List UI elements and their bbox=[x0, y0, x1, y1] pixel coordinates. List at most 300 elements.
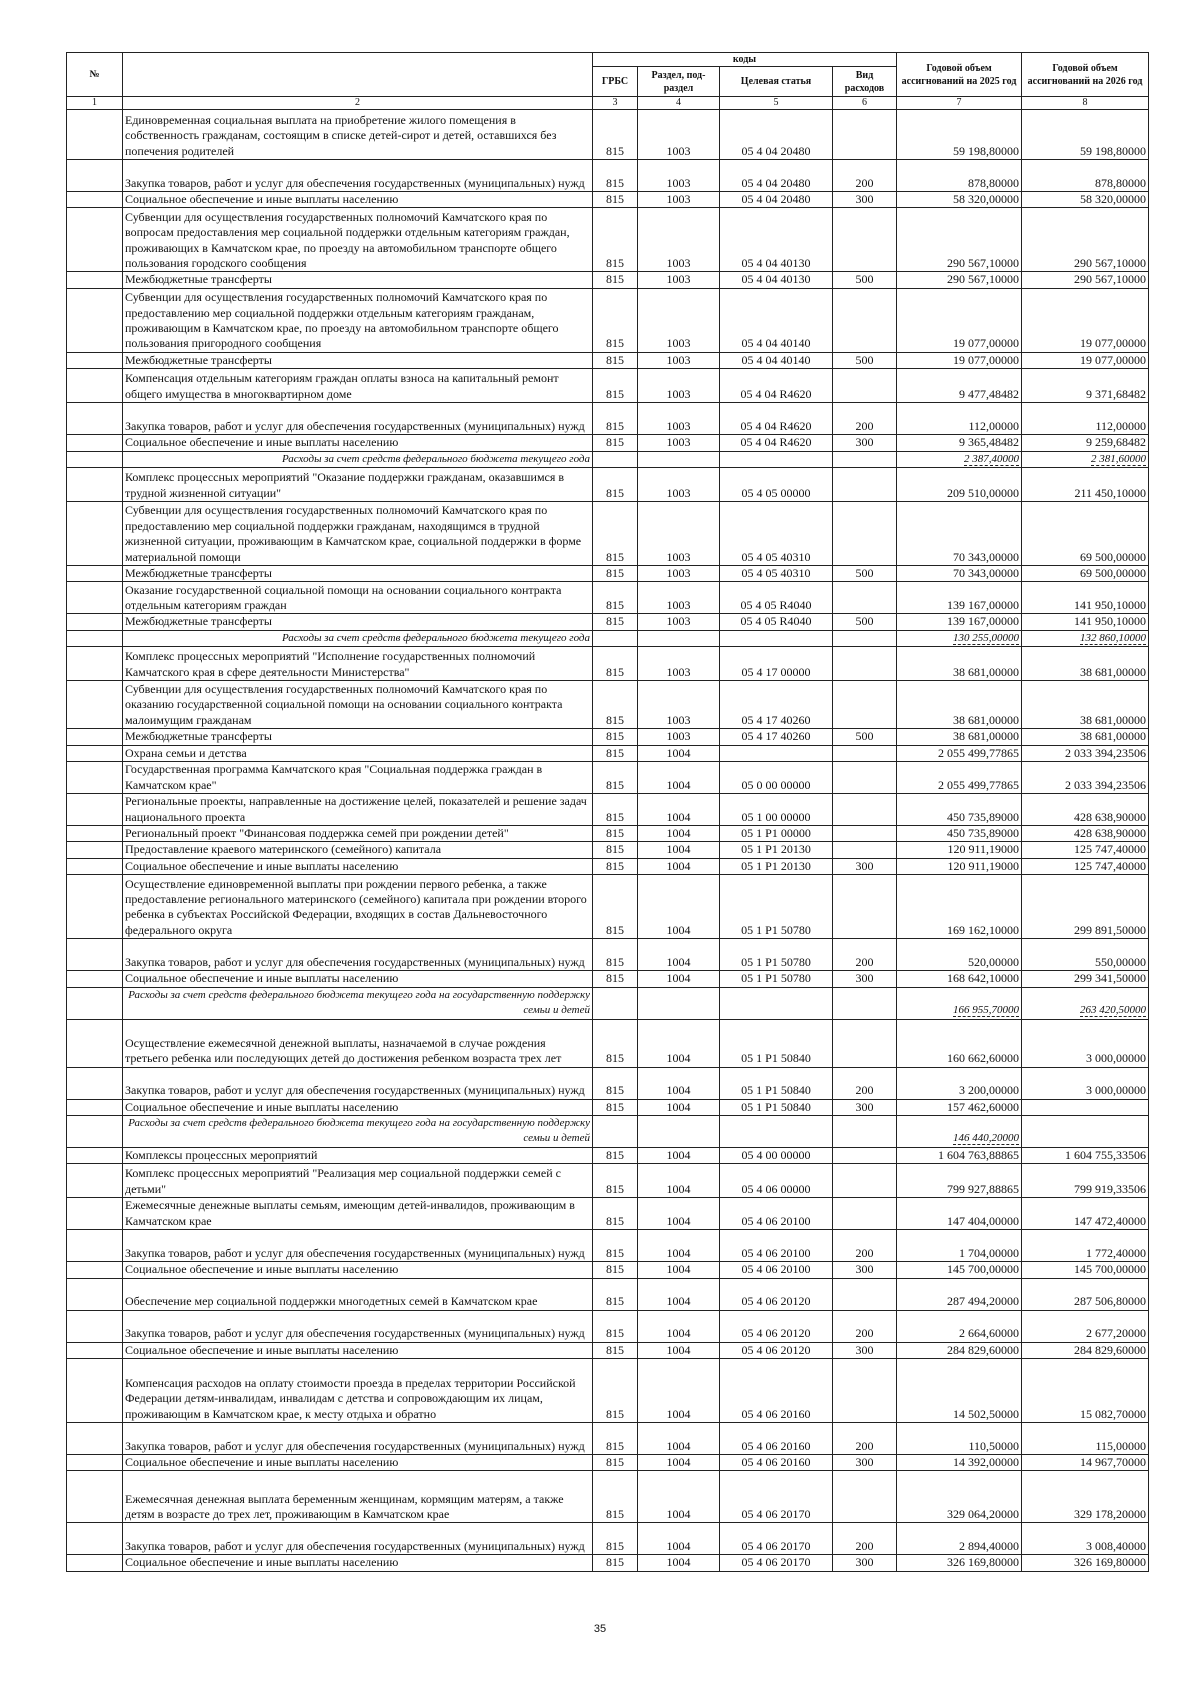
amount-2025-cell: 9 477,48482 bbox=[897, 369, 1022, 403]
table-row bbox=[67, 1164, 1149, 1198]
target-article-cell: 05 1 P1 00000 bbox=[720, 826, 833, 842]
razdel-cell: 1004 bbox=[638, 1422, 720, 1454]
expense-type-cell bbox=[833, 110, 897, 160]
amount-2025-cell: 70 343,00000 bbox=[897, 502, 1022, 566]
row-name-cell: Региональный проект "Финансовая поддержка семей при рождении детей" bbox=[123, 826, 593, 842]
federal-budget-row bbox=[67, 987, 1149, 1019]
row-name-cell: Субвенции для осуществления государственных полномочий Камчатского края по оказанию государственной социальной помощи на основании социального контракта малоимущим гражданам bbox=[123, 681, 593, 729]
table-row bbox=[67, 1454, 1149, 1470]
target-article-cell: 05 1 P1 50780 bbox=[720, 875, 833, 939]
expense-type-cell: 300 bbox=[833, 192, 897, 208]
row-name-cell: Обеспечение мер социальной поддержки многодетных семей в Камчатском крае bbox=[123, 1278, 593, 1310]
expense-type-cell bbox=[833, 681, 897, 729]
federal-amount: 166 955,70000 bbox=[953, 1004, 1020, 1017]
amount-2025-cell: 290 567,10000 bbox=[897, 208, 1022, 272]
grbs-cell: 815 bbox=[593, 582, 638, 614]
amount-2025-cell: 284 829,60000 bbox=[897, 1342, 1022, 1358]
row-number-cell bbox=[67, 1310, 123, 1342]
razdel-cell: 1004 bbox=[638, 1523, 720, 1555]
amount-2026-cell bbox=[1022, 630, 1149, 646]
table-row bbox=[67, 1471, 1149, 1523]
amount-2025-cell: 70 343,00000 bbox=[897, 566, 1022, 582]
federal-amount: 2 381,60000 bbox=[1091, 452, 1147, 465]
colnum-3: 3 bbox=[593, 97, 638, 110]
target-article-cell: 05 4 06 20170 bbox=[720, 1523, 833, 1555]
row-name-cell: Межбюджетные трансферты bbox=[123, 352, 593, 368]
page-number: 35 bbox=[593, 1623, 607, 1635]
target-article-cell: 05 4 17 40260 bbox=[720, 729, 833, 745]
expense-type-cell: 300 bbox=[833, 1262, 897, 1278]
amount-2025-cell: 139 167,00000 bbox=[897, 614, 1022, 630]
colnum-7: 7 bbox=[897, 97, 1022, 110]
row-number-cell bbox=[67, 1555, 123, 1571]
grbs-cell: 815 bbox=[593, 1471, 638, 1523]
row-name-cell: Социальное обеспечение и иные выплаты населению bbox=[123, 1262, 593, 1278]
grbs-cell: 815 bbox=[593, 1198, 638, 1230]
amount-2026-cell bbox=[1022, 1099, 1149, 1115]
table-row bbox=[67, 1230, 1149, 1262]
expense-type-cell bbox=[833, 1278, 897, 1310]
row-number-cell bbox=[67, 987, 123, 1019]
table-row bbox=[67, 1067, 1149, 1099]
razdel-cell: 1003 bbox=[638, 566, 720, 582]
row-number-cell bbox=[67, 435, 123, 451]
row-name-cell: Социальное обеспечение и иные выплаты населению bbox=[123, 192, 593, 208]
expense-type-cell: 500 bbox=[833, 352, 897, 368]
row-number-cell bbox=[67, 1523, 123, 1555]
row-number-cell bbox=[67, 875, 123, 939]
razdel-cell: 1003 bbox=[638, 288, 720, 352]
row-number-cell bbox=[67, 729, 123, 745]
amount-2025-cell: 147 404,00000 bbox=[897, 1198, 1022, 1230]
row-number-cell bbox=[67, 369, 123, 403]
target-article-cell: 05 1 P1 20130 bbox=[720, 858, 833, 874]
row-number-cell bbox=[67, 1099, 123, 1115]
amount-2026-cell: 290 567,10000 bbox=[1022, 272, 1149, 288]
table-row bbox=[67, 288, 1149, 352]
row-name-cell: Субвенции для осуществления государственных полномочий Камчатского края по предоставлению мер социальной поддержки отдельным категориям гражданам, проживающим в Камчатском крае, по проезду на автомобильном транспорте общего пользования пригородного сообщения bbox=[123, 288, 593, 352]
amount-2026-cell: 15 082,70000 bbox=[1022, 1358, 1149, 1422]
target-article-cell: 05 1 P1 50780 bbox=[720, 939, 833, 971]
amount-2026-cell bbox=[1022, 451, 1149, 467]
target-article-cell: 05 4 06 20100 bbox=[720, 1198, 833, 1230]
target-article-cell: 05 4 04 20480 bbox=[720, 160, 833, 192]
table-row bbox=[67, 272, 1149, 288]
expense-type-cell: 300 bbox=[833, 858, 897, 874]
amount-2025-cell: 38 681,00000 bbox=[897, 729, 1022, 745]
row-name-cell: Социальное обеспечение и иные выплаты населению bbox=[123, 1555, 593, 1571]
header-razdel: Раздел, под-раздел bbox=[638, 67, 720, 97]
header-name bbox=[123, 53, 593, 97]
table-row bbox=[67, 1310, 1149, 1342]
header-no: № bbox=[67, 53, 123, 97]
row-number-cell bbox=[67, 208, 123, 272]
expense-type-cell: 300 bbox=[833, 971, 897, 987]
razdel-cell: 1003 bbox=[638, 435, 720, 451]
grbs-cell bbox=[593, 1115, 638, 1147]
expense-type-cell: 200 bbox=[833, 403, 897, 435]
expense-type-cell bbox=[833, 369, 897, 403]
expense-type-cell bbox=[833, 288, 897, 352]
row-number-cell bbox=[67, 1067, 123, 1099]
grbs-cell: 815 bbox=[593, 842, 638, 858]
amount-2026-cell: 125 747,40000 bbox=[1022, 842, 1149, 858]
amount-2026-cell: 211 450,10000 bbox=[1022, 468, 1149, 502]
amount-2026-cell: 9 371,68482 bbox=[1022, 369, 1149, 403]
amount-2025-cell: 59 198,80000 bbox=[897, 110, 1022, 160]
expense-type-cell bbox=[833, 1471, 897, 1523]
amount-2025-cell: 799 927,88865 bbox=[897, 1164, 1022, 1198]
row-name-cell: Единовременная социальная выплата на приобретение жилого помещения в собственность гражданам, состоящим в списке детей-сирот и детей, оставшихся без попечения родителей bbox=[123, 110, 593, 160]
table-row bbox=[67, 614, 1149, 630]
amount-2025-cell: 2 055 499,77865 bbox=[897, 762, 1022, 794]
razdel-cell: 1004 bbox=[638, 842, 720, 858]
row-number-cell bbox=[67, 1019, 123, 1067]
amount-2026-cell: 329 178,20000 bbox=[1022, 1471, 1149, 1523]
amount-2025-cell: 38 681,00000 bbox=[897, 647, 1022, 681]
amount-2026-cell: 3 000,00000 bbox=[1022, 1067, 1149, 1099]
razdel-cell: 1004 bbox=[638, 1164, 720, 1198]
expense-type-cell bbox=[833, 745, 897, 761]
table-row bbox=[67, 582, 1149, 614]
razdel-cell: 1004 bbox=[638, 1278, 720, 1310]
row-name-cell: Охрана семьи и детства bbox=[123, 745, 593, 761]
amount-2026-cell: 326 169,80000 bbox=[1022, 1555, 1149, 1571]
expense-type-cell: 200 bbox=[833, 1422, 897, 1454]
amount-2026-cell: 428 638,90000 bbox=[1022, 826, 1149, 842]
razdel-cell: 1003 bbox=[638, 729, 720, 745]
grbs-cell bbox=[593, 987, 638, 1019]
amount-2025-cell: 3 200,00000 bbox=[897, 1067, 1022, 1099]
row-name-cell: Закупка товаров, работ и услуг для обеспечения государственных (муниципальных) нужд bbox=[123, 1067, 593, 1099]
razdel-cell: 1003 bbox=[638, 110, 720, 160]
table-row bbox=[67, 858, 1149, 874]
amount-2026-cell: 38 681,00000 bbox=[1022, 729, 1149, 745]
row-name-cell: Расходы за счет средств федерального бюджета текущего года bbox=[123, 451, 593, 467]
row-name-cell: Субвенции для осуществления государственных полномочий Камчатского края по вопросам предоставления мер социальной поддержки отдельным категориям граждан, проживающих в Камчатском крае, по проезду на автомобильном транспорте общего пользования городского сообщения bbox=[123, 208, 593, 272]
target-article-cell: 05 4 04 R4620 bbox=[720, 403, 833, 435]
row-number-cell bbox=[67, 288, 123, 352]
amount-2026-cell: 112,00000 bbox=[1022, 403, 1149, 435]
expense-type-cell: 200 bbox=[833, 939, 897, 971]
row-number-cell bbox=[67, 451, 123, 467]
amount-2026-cell: 19 077,00000 bbox=[1022, 288, 1149, 352]
table-row bbox=[67, 745, 1149, 761]
razdel-cell: 1003 bbox=[638, 582, 720, 614]
grbs-cell: 815 bbox=[593, 762, 638, 794]
table-row bbox=[67, 566, 1149, 582]
amount-2025-cell: 1 604 763,88865 bbox=[897, 1147, 1022, 1163]
row-name-cell: Государственная программа Камчатского края "Социальная поддержка граждан в Камчатском крае" bbox=[123, 762, 593, 794]
expense-type-cell bbox=[833, 875, 897, 939]
target-article-cell: 05 4 04 40130 bbox=[720, 208, 833, 272]
target-article-cell: 05 4 06 20100 bbox=[720, 1230, 833, 1262]
budget-table bbox=[66, 52, 1149, 1572]
target-article-cell: 05 4 05 00000 bbox=[720, 468, 833, 502]
row-name-cell: Закупка товаров, работ и услуг для обеспечения государственных (муниципальных) нужд bbox=[123, 160, 593, 192]
row-name-cell: Закупка товаров, работ и услуг для обеспечения государственных (муниципальных) нужд bbox=[123, 939, 593, 971]
razdel-cell: 1004 bbox=[638, 1099, 720, 1115]
row-name-cell: Комплекс процессных мероприятий "Оказание поддержки гражданам, оказавшимся в трудной жизненной ситуации" bbox=[123, 468, 593, 502]
target-article-cell: 05 4 06 20160 bbox=[720, 1454, 833, 1470]
grbs-cell: 815 bbox=[593, 1358, 638, 1422]
federal-budget-row bbox=[67, 1115, 1149, 1147]
razdel-cell: 1004 bbox=[638, 875, 720, 939]
amount-2026-cell: 9 259,68482 bbox=[1022, 435, 1149, 451]
target-article-cell: 05 4 04 R4620 bbox=[720, 435, 833, 451]
expense-type-cell: 300 bbox=[833, 1342, 897, 1358]
amount-2026-cell bbox=[1022, 987, 1149, 1019]
row-name-cell: Осуществление единовременной выплаты при рождении первого ребенка, а также предоставление регионального материнского (семейного) капитала при рождении второго ребенка в субъектах Российской Федерации, входящих в состав Дальневосточного федерального округа bbox=[123, 875, 593, 939]
row-name-cell: Закупка товаров, работ и услуг для обеспечения государственных (муниципальных) нужд bbox=[123, 1230, 593, 1262]
razdel-cell: 1003 bbox=[638, 681, 720, 729]
row-name-cell: Социальное обеспечение и иные выплаты населению bbox=[123, 971, 593, 987]
razdel-cell: 1004 bbox=[638, 1342, 720, 1358]
amount-2026-cell: 69 500,00000 bbox=[1022, 566, 1149, 582]
amount-2026-cell bbox=[1022, 1115, 1149, 1147]
amount-2025-cell: 139 167,00000 bbox=[897, 582, 1022, 614]
target-article-cell: 05 4 06 20120 bbox=[720, 1278, 833, 1310]
amount-2025-cell: 14 392,00000 bbox=[897, 1454, 1022, 1470]
grbs-cell: 815 bbox=[593, 826, 638, 842]
row-name-cell: Региональные проекты, направленные на достижение целей, показателей и решение задач национального проекта bbox=[123, 794, 593, 826]
amount-2026-cell: 1 772,40000 bbox=[1022, 1230, 1149, 1262]
amount-2025-cell: 2 055 499,77865 bbox=[897, 745, 1022, 761]
row-number-cell bbox=[67, 1262, 123, 1278]
colnum-2: 2 bbox=[123, 97, 593, 110]
expense-type-cell bbox=[833, 1164, 897, 1198]
amount-2025-cell: 112,00000 bbox=[897, 403, 1022, 435]
row-number-cell bbox=[67, 1454, 123, 1470]
table-row bbox=[67, 1358, 1149, 1422]
grbs-cell: 815 bbox=[593, 794, 638, 826]
row-number-cell bbox=[67, 1115, 123, 1147]
grbs-cell: 815 bbox=[593, 403, 638, 435]
table-row bbox=[67, 1262, 1149, 1278]
table-row bbox=[67, 208, 1149, 272]
amount-2026-cell: 1 604 755,33506 bbox=[1022, 1147, 1149, 1163]
table-body bbox=[67, 110, 1149, 1572]
amount-2026-cell: 58 320,00000 bbox=[1022, 192, 1149, 208]
row-name-cell: Комплекс процессных мероприятий "Реализация мер социальной поддержки семей с детьми" bbox=[123, 1164, 593, 1198]
table-row bbox=[67, 192, 1149, 208]
amount-2026-cell: 14 967,70000 bbox=[1022, 1454, 1149, 1470]
federal-amount: 2 387,40000 bbox=[964, 452, 1020, 465]
amount-2026-cell: 299 891,50000 bbox=[1022, 875, 1149, 939]
row-name-cell: Оказание государственной социальной помощи на основании социального контракта отдельным категориям граждан bbox=[123, 582, 593, 614]
expense-type-cell bbox=[833, 987, 897, 1019]
expense-type-cell bbox=[833, 826, 897, 842]
row-name-cell: Расходы за счет средств федерального бюджета текущего года на государственную поддержку семьи и детей bbox=[123, 987, 593, 1019]
target-article-cell: 05 4 04 40130 bbox=[720, 272, 833, 288]
header-grbs: ГРБС bbox=[593, 67, 638, 97]
grbs-cell: 815 bbox=[593, 1523, 638, 1555]
expense-type-cell: 500 bbox=[833, 729, 897, 745]
grbs-cell: 815 bbox=[593, 614, 638, 630]
grbs-cell: 815 bbox=[593, 1147, 638, 1163]
row-name-cell: Субвенции для осуществления государственных полномочий Камчатского края по предоставлению мер социальной поддержки гражданам, находящимся в трудной жизненной ситуации, проживающим в Камчатском крае, социальной поддержки в форме материальной помощи bbox=[123, 502, 593, 566]
target-article-cell: 05 4 05 40310 bbox=[720, 566, 833, 582]
target-article-cell bbox=[720, 987, 833, 1019]
razdel-cell: 1003 bbox=[638, 647, 720, 681]
expense-type-cell: 200 bbox=[833, 160, 897, 192]
row-name-cell: Расходы за счет средств федерального бюджета текущего года на государственную поддержку семьи и детей bbox=[123, 1115, 593, 1147]
razdel-cell: 1003 bbox=[638, 403, 720, 435]
row-name-cell: Социальное обеспечение и иные выплаты населению bbox=[123, 1454, 593, 1470]
target-article-cell: 05 4 04 20480 bbox=[720, 110, 833, 160]
target-article-cell: 05 0 00 00000 bbox=[720, 762, 833, 794]
row-number-cell bbox=[67, 794, 123, 826]
table-row bbox=[67, 729, 1149, 745]
grbs-cell: 815 bbox=[593, 729, 638, 745]
razdel-cell bbox=[638, 1115, 720, 1147]
target-article-cell: 05 4 06 20120 bbox=[720, 1342, 833, 1358]
amount-2025-cell: 1 704,00000 bbox=[897, 1230, 1022, 1262]
row-number-cell bbox=[67, 192, 123, 208]
razdel-cell: 1003 bbox=[638, 502, 720, 566]
amount-2026-cell: 287 506,80000 bbox=[1022, 1278, 1149, 1310]
table-row bbox=[67, 1523, 1149, 1555]
target-article-cell bbox=[720, 630, 833, 646]
amount-2026-cell: 284 829,60000 bbox=[1022, 1342, 1149, 1358]
grbs-cell: 815 bbox=[593, 110, 638, 160]
amount-2025-cell: 450 735,89000 bbox=[897, 794, 1022, 826]
razdel-cell: 1003 bbox=[638, 468, 720, 502]
table-row bbox=[67, 842, 1149, 858]
row-number-cell bbox=[67, 1422, 123, 1454]
row-number-cell bbox=[67, 762, 123, 794]
row-number-cell bbox=[67, 1278, 123, 1310]
target-article-cell: 05 4 05 R4040 bbox=[720, 582, 833, 614]
amount-2025-cell: 168 642,10000 bbox=[897, 971, 1022, 987]
row-number-cell bbox=[67, 160, 123, 192]
expense-type-cell: 200 bbox=[833, 1067, 897, 1099]
colnum-4: 4 bbox=[638, 97, 720, 110]
razdel-cell bbox=[638, 987, 720, 1019]
row-number-cell bbox=[67, 681, 123, 729]
expense-type-cell bbox=[833, 502, 897, 566]
expense-type-cell bbox=[833, 1019, 897, 1067]
row-number-cell bbox=[67, 582, 123, 614]
federal-amount: 146 440,20000 bbox=[953, 1132, 1020, 1145]
grbs-cell: 815 bbox=[593, 875, 638, 939]
grbs-cell: 815 bbox=[593, 435, 638, 451]
amount-2025-cell: 326 169,80000 bbox=[897, 1555, 1022, 1571]
row-name-cell: Компенсация расходов на оплату стоимости проезда в пределах территории Российской Федерации детям-инвалидам, инвалидам с детства и сопровождающим их лицам, проживающим в Камчатском крае, к месту отдыха и обратно bbox=[123, 1358, 593, 1422]
grbs-cell: 815 bbox=[593, 160, 638, 192]
razdel-cell: 1004 bbox=[638, 762, 720, 794]
expense-type-cell: 200 bbox=[833, 1230, 897, 1262]
header-y2025: Годовой объем ассигнований на 2025 год bbox=[897, 53, 1022, 97]
grbs-cell: 815 bbox=[593, 1262, 638, 1278]
row-name-cell: Межбюджетные трансферты bbox=[123, 729, 593, 745]
target-article-cell: 05 4 06 20120 bbox=[720, 1310, 833, 1342]
table-row bbox=[67, 875, 1149, 939]
amount-2025-cell bbox=[897, 630, 1022, 646]
amount-2025-cell bbox=[897, 1115, 1022, 1147]
table-row bbox=[67, 1422, 1149, 1454]
razdel-cell: 1004 bbox=[638, 1019, 720, 1067]
razdel-cell: 1004 bbox=[638, 1262, 720, 1278]
row-number-cell bbox=[67, 939, 123, 971]
amount-2025-cell: 2 664,60000 bbox=[897, 1310, 1022, 1342]
amount-2026-cell: 69 500,00000 bbox=[1022, 502, 1149, 566]
amount-2025-cell: 169 162,10000 bbox=[897, 875, 1022, 939]
row-name-cell: Комплекс процессных мероприятий "Исполнение государственных полномочий Камчатского края в сфере деятельности Министерства" bbox=[123, 647, 593, 681]
grbs-cell: 815 bbox=[593, 288, 638, 352]
row-number-cell bbox=[67, 630, 123, 646]
expense-type-cell: 300 bbox=[833, 1454, 897, 1470]
table-row bbox=[67, 502, 1149, 566]
grbs-cell: 815 bbox=[593, 566, 638, 582]
header-codes: коды bbox=[593, 53, 897, 67]
razdel-cell: 1004 bbox=[638, 1471, 720, 1523]
amount-2025-cell: 19 077,00000 bbox=[897, 288, 1022, 352]
table-row bbox=[67, 971, 1149, 987]
grbs-cell: 815 bbox=[593, 939, 638, 971]
amount-2025-cell: 2 894,40000 bbox=[897, 1523, 1022, 1555]
table-row bbox=[67, 1019, 1149, 1067]
row-name-cell: Социальное обеспечение и иные выплаты населению bbox=[123, 435, 593, 451]
table-row bbox=[67, 762, 1149, 794]
table-row bbox=[67, 468, 1149, 502]
razdel-cell: 1004 bbox=[638, 1454, 720, 1470]
grbs-cell: 815 bbox=[593, 647, 638, 681]
header-cs: Целевая статья bbox=[720, 67, 833, 97]
target-article-cell: 05 4 17 40260 bbox=[720, 681, 833, 729]
amount-2025-cell: 19 077,00000 bbox=[897, 352, 1022, 368]
amount-2026-cell: 550,00000 bbox=[1022, 939, 1149, 971]
expense-type-cell bbox=[833, 468, 897, 502]
razdel-cell: 1004 bbox=[638, 1230, 720, 1262]
target-article-cell: 05 4 06 20170 bbox=[720, 1555, 833, 1571]
razdel-cell: 1004 bbox=[638, 939, 720, 971]
razdel-cell: 1003 bbox=[638, 160, 720, 192]
table-row bbox=[67, 794, 1149, 826]
target-article-cell: 05 4 05 40310 bbox=[720, 502, 833, 566]
razdel-cell: 1003 bbox=[638, 352, 720, 368]
amount-2026-cell: 3 000,00000 bbox=[1022, 1019, 1149, 1067]
target-article-cell: 05 1 P1 50840 bbox=[720, 1099, 833, 1115]
row-number-cell bbox=[67, 858, 123, 874]
row-name-cell: Комплексы процессных мероприятий bbox=[123, 1147, 593, 1163]
amount-2026-cell: 799 919,33506 bbox=[1022, 1164, 1149, 1198]
federal-budget-row bbox=[67, 451, 1149, 467]
grbs-cell: 815 bbox=[593, 352, 638, 368]
amount-2026-cell: 3 008,40000 bbox=[1022, 1523, 1149, 1555]
amount-2025-cell: 329 064,20000 bbox=[897, 1471, 1022, 1523]
expense-type-cell bbox=[833, 582, 897, 614]
amount-2026-cell: 38 681,00000 bbox=[1022, 647, 1149, 681]
amount-2026-cell: 290 567,10000 bbox=[1022, 208, 1149, 272]
row-name-cell: Закупка товаров, работ и услуг для обеспечения государственных (муниципальных) нужд bbox=[123, 1310, 593, 1342]
row-number-cell bbox=[67, 647, 123, 681]
federal-amount: 130 255,00000 bbox=[953, 631, 1020, 644]
expense-type-cell bbox=[833, 1147, 897, 1163]
row-name-cell: Социальное обеспечение и иные выплаты населению bbox=[123, 858, 593, 874]
amount-2025-cell: 878,80000 bbox=[897, 160, 1022, 192]
amount-2026-cell: 147 472,40000 bbox=[1022, 1198, 1149, 1230]
amount-2026-cell: 2 033 394,23506 bbox=[1022, 762, 1149, 794]
razdel-cell: 1003 bbox=[638, 192, 720, 208]
razdel-cell: 1004 bbox=[638, 858, 720, 874]
amount-2025-cell: 209 510,00000 bbox=[897, 468, 1022, 502]
razdel-cell: 1004 bbox=[638, 971, 720, 987]
razdel-cell: 1004 bbox=[638, 1147, 720, 1163]
table-row bbox=[67, 435, 1149, 451]
federal-amount: 132 860,10000 bbox=[1080, 631, 1147, 644]
target-article-cell: 05 4 06 20160 bbox=[720, 1358, 833, 1422]
